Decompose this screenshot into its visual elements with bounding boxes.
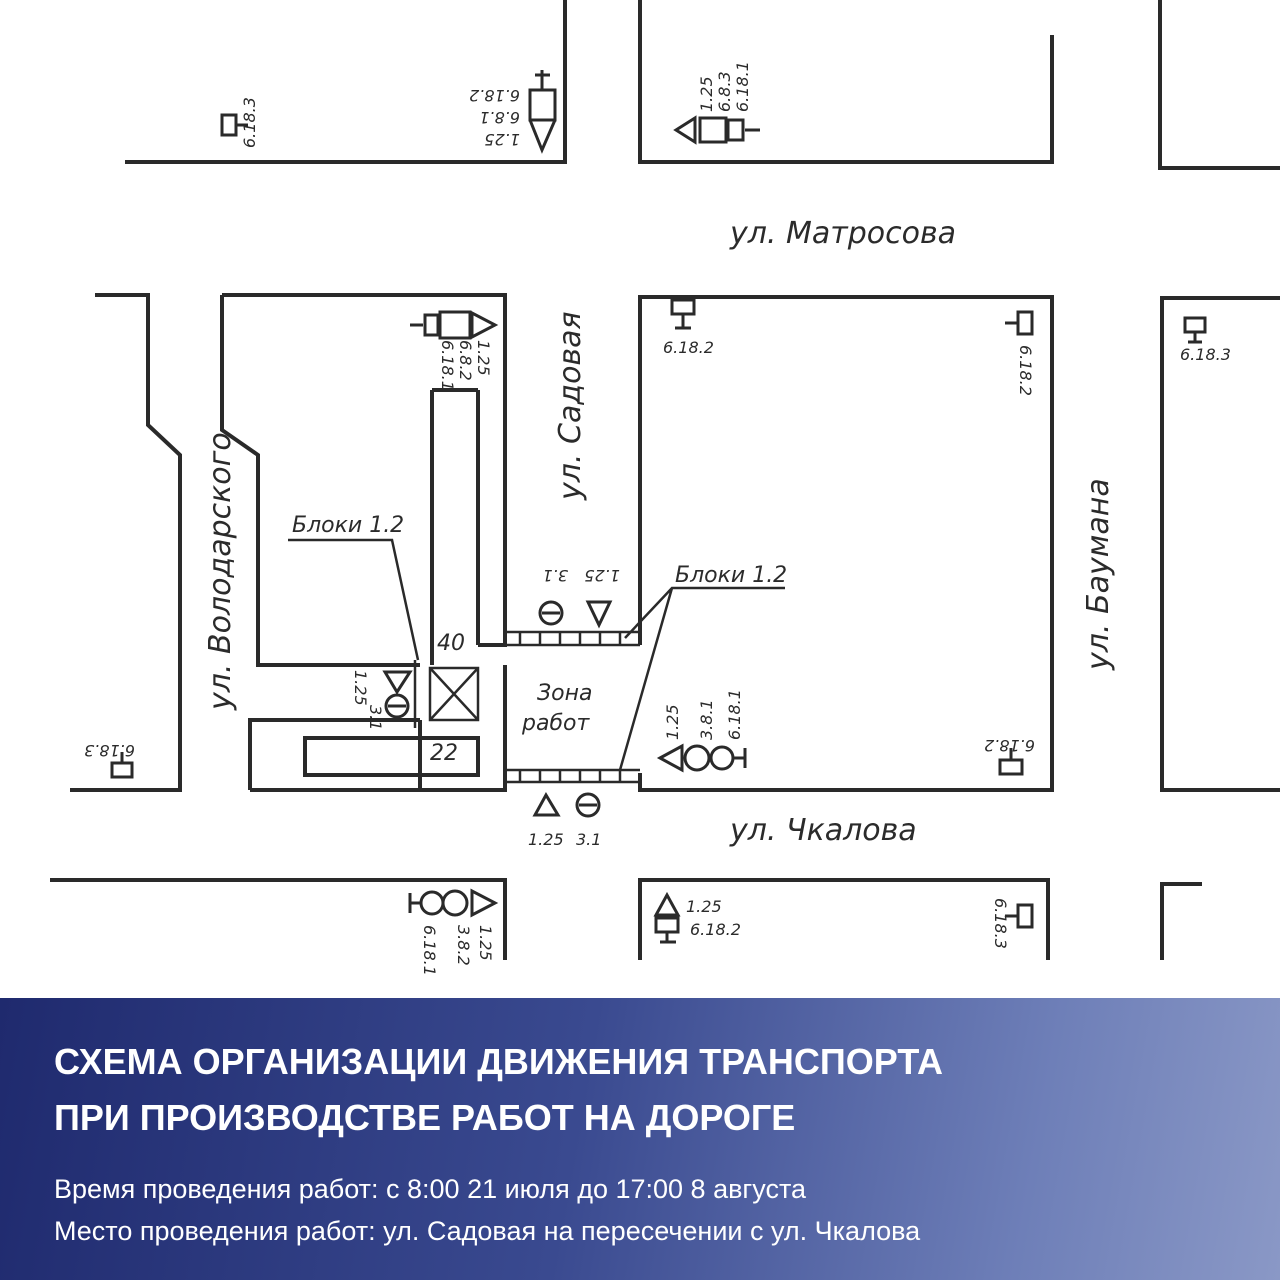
- code-top-right-3: 6.18.1: [733, 61, 752, 112]
- code-chk-1: 1.25: [528, 830, 564, 849]
- sign-group-top-right: [676, 118, 760, 142]
- work-info: [54, 1168, 920, 1252]
- label-22: 22: [430, 741, 458, 766]
- code-bot-mid-1: 1.25: [686, 897, 722, 916]
- title-line-2: ПРИ ПРОИЗВОДСТВЕ РАБОТ НА ДОРОГЕ: [54, 1097, 796, 1138]
- pointer-blocks-right: [620, 588, 785, 770]
- code-bot-left-1: 1.25: [476, 925, 495, 961]
- block-right: [1162, 298, 1280, 790]
- street-chkalova: ул. Чкалова: [730, 813, 917, 848]
- code-top-left: 6.18.3: [240, 97, 259, 148]
- block-top-right: [1160, 0, 1280, 168]
- code-far-right: 6.18.3: [1180, 345, 1231, 364]
- code-bot-left-2: 3.8.2: [454, 925, 473, 966]
- code-mid-left-1: 1.25: [474, 340, 493, 376]
- code-volod-2: 3.1: [366, 705, 385, 731]
- work-time: Время проведения работ: с 8:00 21 июля до 17:00 8 августа: [54, 1174, 807, 1204]
- sign-far-right: [1185, 318, 1205, 342]
- code-bot-mid-2: 6.18.2: [690, 920, 741, 939]
- code-volod-1: 1.25: [351, 670, 370, 706]
- code-mid-right: 6.18.2: [1016, 345, 1035, 396]
- sign-group-chkalova: [535, 794, 599, 816]
- code-top-mid-2: 6.8.1: [479, 108, 520, 127]
- street-sadovaya: ул. Садовая: [553, 311, 588, 500]
- code-top-right-1: 1.25: [697, 76, 716, 112]
- code-chk-2: 3.1: [576, 830, 602, 849]
- code-zone-right-2: 3.8.1: [697, 699, 716, 740]
- code-top-right-2: 6.8.3: [715, 71, 734, 112]
- street-matrosova: ул. Матросова: [730, 216, 957, 251]
- sign-group-zone-right: [660, 746, 745, 770]
- label-blocks-right: Блоки 1.2: [675, 563, 788, 588]
- code-zone-right-3: 6.18.1: [725, 689, 744, 740]
- pointer-blocks-left: [288, 540, 418, 660]
- code-top-mid-1: 6.18.2: [469, 86, 520, 105]
- title-line-1: СХЕМА ОРГАНИЗАЦИИ ДВИЖЕНИЯ ТРАНСПОРТА: [54, 1041, 944, 1082]
- page-title: [54, 1034, 943, 1146]
- code-bottom-right-mid: 6.18.2: [984, 736, 1035, 755]
- work-box-cross: [430, 668, 478, 720]
- code-zone-right-1: 1.25: [663, 704, 682, 740]
- inner-wall: [432, 390, 478, 665]
- code-sadovaya-1: 3.1: [542, 566, 568, 585]
- label-work-zone-2: работ: [522, 711, 590, 736]
- work-place: Место проведения работ: ул. Садовая на пересечении с ул. Чкалова: [54, 1216, 921, 1246]
- sign-group-volodarskogo: [385, 672, 410, 717]
- label-work-zone-1: Зона: [537, 681, 593, 706]
- code-mid-left-2: 6.8.2: [456, 340, 475, 381]
- fence-ticks: [520, 632, 620, 782]
- sign-mid-right: [1005, 312, 1032, 334]
- street-volodarskogo: ул. Володарского: [203, 432, 238, 710]
- block-mid-far-left: [70, 295, 180, 790]
- code-bot-right: 6.18.3: [991, 898, 1010, 949]
- block-bottom-right: [1162, 884, 1202, 960]
- code-top-mid-3: 1.25: [484, 130, 520, 149]
- code-mid-center: 6.18.2: [663, 338, 714, 357]
- sign-group-top-mid: [530, 70, 555, 150]
- sign-group-bottom-mid: [656, 895, 678, 942]
- code-bot-left-3: 6.18.1: [420, 925, 439, 976]
- sign-group-sadovaya: [540, 602, 610, 625]
- sign-group-bottom-left: [410, 891, 495, 915]
- code-mid-left-3: 6.18.1: [438, 340, 457, 391]
- block-mid-left-inner: [222, 295, 420, 665]
- street-baumana: ул. Баумана: [1081, 478, 1116, 670]
- code-bottom-left-mid: 6.18.3: [84, 741, 135, 760]
- label-blocks-left: Блоки 1.2: [292, 513, 405, 538]
- sign-group-mid-left: [410, 312, 495, 338]
- sign-mid-center: [672, 300, 694, 328]
- code-sadovaya-2: 1.25: [584, 566, 620, 585]
- block-lower-left: [250, 720, 420, 790]
- label-40: 40: [437, 631, 465, 656]
